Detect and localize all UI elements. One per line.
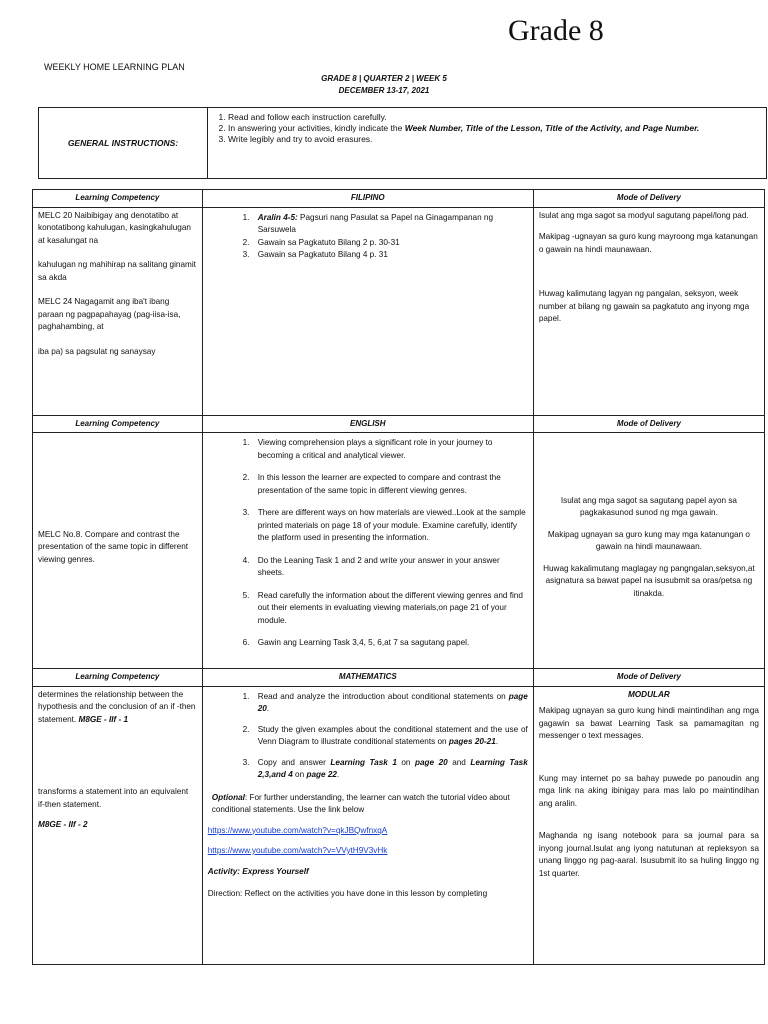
table-header-row — [33, 669, 765, 687]
task-item: 1. Aralin 4-5: Pagsuri nang Pasulat sa Papel na Ginagampanan ng Sarsuwela — [252, 212, 528, 237]
task-item: 2. In this lesson the learner are expected to compare and contrast the presentation of the same topic in different viewing genres. — [252, 472, 528, 497]
task-item: 3. Gawain sa Pagkatuto Bilang 4 p. 31 — [252, 249, 528, 262]
delivery-header: Mode of Delivery — [533, 415, 764, 433]
activity-direction: Direction: Reflect on the activities you have done in this lesson by completing — [207, 889, 488, 898]
tasks-cell — [202, 207, 533, 415]
table-row-math — [33, 686, 765, 964]
table-header-row — [33, 190, 765, 208]
competency-header: Learning Competency — [33, 190, 203, 208]
competency-header: Learning Competency — [33, 669, 203, 687]
subject-header-math: MATHEMATICS — [202, 669, 533, 687]
competency-header: Learning Competency — [33, 415, 203, 433]
optional-note: Optional: For further understanding, the learner can watch the tutorial video about conditional statements. Use the link below — [211, 792, 510, 814]
delivery-cell: Isulat ang mga sagot sa modyul sagutang papel/long pad. Makipag -ugnayan sa guro kung mayroong mga katanungan o gawain na hindi maunawaan. Huwag kalimutang lagyan ng pangalan, seksyon, week number at bilang ng gawain sa pagkatuto ang inyong mga papel. — [533, 207, 764, 415]
task-item: 3. Copy and answer Learning Task 1 on page 20 and Learning Task 2,3,and 4 on page 22. — [252, 757, 528, 782]
general-instructions-list — [208, 108, 766, 178]
task-item: 5. Read carefully the information about the different viewing genres and find out their elements in evaluating viewing materials,on page 21 of your module. — [252, 590, 528, 628]
tasks-cell — [202, 433, 533, 669]
table-row-filipino — [33, 207, 765, 415]
instruction-item: 2. In answering your activities, kindly indicate the Week Number, Title of the Lesson, Title of the Activity, and Page Number. — [228, 123, 760, 134]
plan-dates: DECEMBER 13-17, 2021 — [338, 86, 430, 95]
mode-label: MODULAR — [627, 689, 670, 699]
task-item: 1. Viewing comprehension plays a significant role in your journey to becoming a critical and analytical viewer. — [252, 437, 528, 462]
competency-cell: determines the relationship between the hypothesis and the conclusion of an if -then statement. M8GE - IIf - 1 transforms a statement into an equivalent if-then statement. M8GE - IIf - 2 — [33, 686, 203, 964]
subject-header-filipino: FILIPINO — [202, 190, 533, 208]
plan-label: WEEKLY HOME LEARNING PLAN — [44, 62, 185, 72]
task-item: 2. Gawain sa Pagkatuto Bilang 2 p. 30-31 — [252, 237, 528, 250]
task-item: 2. Study the given examples about the conditional statement and the use of Venn Diagram to illustrate conditional statements on pages 20-21. — [252, 724, 528, 749]
competency-cell: MELC 20 Naibibigay ang denotatibo at konotatibong kahulugan, kasingkahulugan at kasalungat na kahulugan ng mahihirap na salitang ginamit sa akda MELC 24 Nagagamit ang iba't ibang paraan ng pagpapahayag (pag-iisa-isa, paghahambing, at iba pa) sa pagsulat ng sanaysay — [33, 207, 203, 415]
subject-header-english: ENGLISH — [202, 415, 533, 433]
delivery-cell: Isulat ang mga sagot sa sagutang papel ayon sa pagkakasunod sunod ng mga gawain. Makipag ugnayan sa guro kung may mga katanungan o gawain na hindi maunawaan. Huwag kakalimutang maglagay ng pangngalan,seksyon,at asignatura sa bawat papel na isusubmit sa oras/petsa ng itinakda. — [533, 433, 764, 669]
tasks-cell — [202, 686, 533, 964]
delivery-header: Mode of Delivery — [533, 190, 764, 208]
learning-plan-table — [32, 189, 765, 965]
instruction-item: 3. Write legibly and try to avoid erasures. — [228, 134, 760, 145]
quarter-week: GRADE 8 | QUARTER 2 | WEEK 5 — [321, 74, 447, 83]
competency-cell: MELC No.8. Compare and contrast the presentation of the same topic in different viewing genres. — [33, 433, 203, 669]
grade-title: Grade 8 — [508, 14, 604, 47]
instruction-item: 1. Read and follow each instruction carefully. — [228, 112, 760, 123]
general-instructions-label: GENERAL INSTRUCTIONS: — [39, 108, 208, 178]
activity-title: Activity: Express Yourself — [207, 866, 309, 876]
table-row-english — [33, 433, 765, 669]
task-item: 3. There are different ways on how materials are viewed..Look at the sample printed materials on page 18 of your module. Examine carefully, identify the platform used in presenting the information. — [252, 507, 528, 545]
video-link-1[interactable]: https://www.youtube.com/watch?v=qkJBQwfnxqA — [207, 825, 388, 835]
task-item: 4. Do the Leaning Task 1 and 2 and write your answer in your answer sheets. — [252, 555, 528, 580]
delivery-header: Mode of Delivery — [533, 669, 764, 687]
video-link-2[interactable]: https://www.youtube.com/watch?v=VVytH9V3vHk — [207, 846, 388, 855]
task-item: 6. Gawin ang Learning Task 3,4, 5, 6,at 7 sa sagutang papel. — [252, 637, 528, 650]
delivery-cell: MODULAR Makipag ugnayan sa guro kung hindi maintindihan ang mga gagawin sa bawat Learning Task sa pamamagitan ng messenger o text messages. Kung may internet po sa bahay puwede po panoudin ang mga link na aking ibinigay para mas lalo po maintindihan ang aralin. Maghanda ng isang notebook para sa journal para sa inyong journal.Isulat ang iyong natutunan at repleksyon sa unang linggo ng pag-aaral. Isusubmit ito sa huling linggo ng 1st quarter. — [533, 686, 764, 964]
general-instructions-box — [38, 107, 767, 179]
table-header-row — [33, 415, 765, 433]
task-item: 1. Read and analyze the introduction about conditional statements on page 20. — [252, 691, 528, 716]
